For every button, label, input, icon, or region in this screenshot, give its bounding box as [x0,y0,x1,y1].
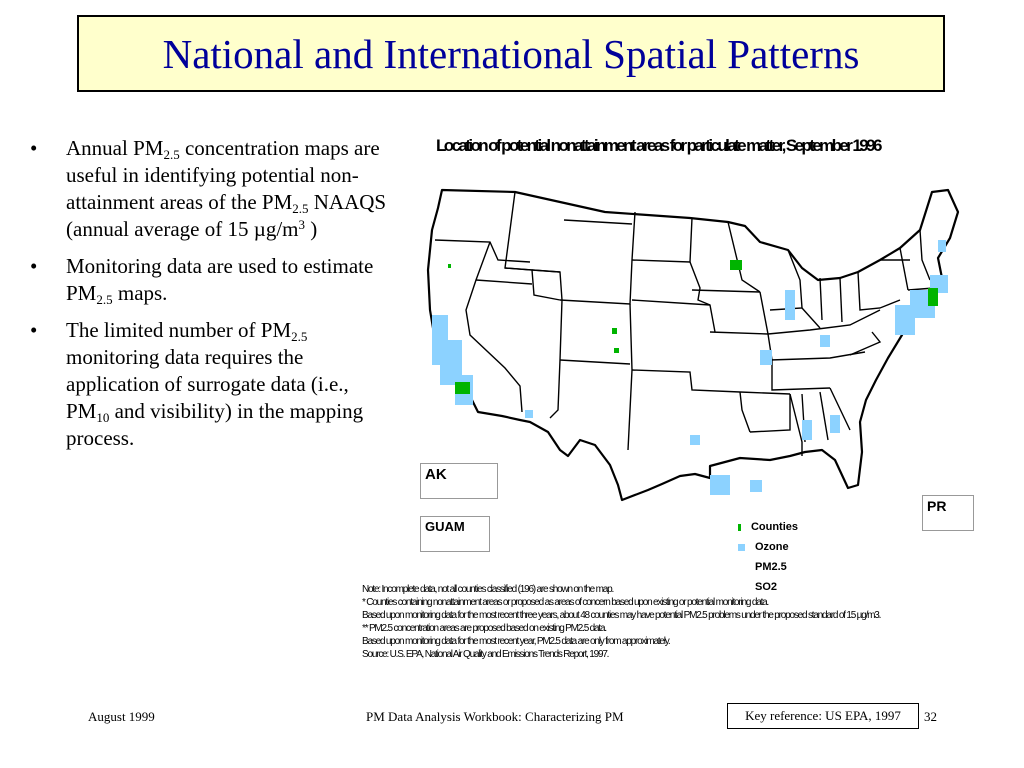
bullet-marker: • [30,136,38,160]
legend-item: PM2.5 [755,561,787,573]
puerto-rico-label: PR [927,498,947,514]
note-line: Note: Incomplete data, not all counties classified (196) are shown on the map. [362,584,614,595]
slide-title: National and International Spatial Patterns [162,30,860,77]
bullet-item: • The limited number of $PM_{2.5}$ monitoring data requires the application of surrogate data (i.e., $PM_{10}$ and visibility) in the mapping process. [30,318,364,450]
note-line: * Counties containing nonattainment areas or proposed as areas of concern based upon existing or potential monitoring data. [362,597,769,608]
legend-item: Ozone [738,537,798,557]
legend-swatch [738,524,741,531]
bullet-marker: • [30,254,38,278]
note-line: Source: U.S. EPA, National Air Quality and Emissions Trends Report, 1997. [362,649,609,660]
us-mainland [428,190,958,500]
bullet-item: • Annual $PM_{2.5}$ concentration maps are useful in identifying potential non-attainment areas of the $PM_{2.5}$ NAAQS (annual average of 15 $\mu g/m^3$ ) [30,136,387,241]
guam-inset [420,516,490,552]
footer-date: August 1999 [88,709,155,724]
footer-reference-text: Key reference: US EPA, 1997 [745,708,901,723]
us-map [410,160,1000,585]
legend-item: SO2 [755,581,778,593]
alaska-inset [420,463,498,499]
bullet-list [30,135,390,462]
legend-swatch [738,544,745,551]
footer-reference [727,703,919,729]
page-number: 32 [924,709,937,724]
note-line: Based upon monitoring data for the most recent year, PM2.5 data are only from approximately. [362,636,670,647]
bullet-item: • Monitoring data are used to estimate $PM_{2.5}$ maps. [30,254,374,307]
map-title: Location of potential nonattainment areas for particulate matter, September 1996 [436,136,880,155]
guam-label: GUAM [425,519,465,534]
note-line: ** PM2.5 concentration areas are proposed based on existing PM2.5 data. [362,623,606,634]
legend-item: Counties [738,517,798,537]
title-box [77,15,945,92]
alaska-label: AK [425,466,447,483]
map-notes [362,583,881,661]
puerto-rico-inset [922,495,974,531]
us-outline [428,190,958,500]
footer-title: PM Data Analysis Workbook: Characterizing PM [366,709,624,724]
note-line: Based upon monitoring data for the most recent three years, about 48 counties may have potential PM2.5 problems under the proposed standard of 15 µg/m3. [362,610,881,621]
bullet-marker: • [30,318,38,342]
